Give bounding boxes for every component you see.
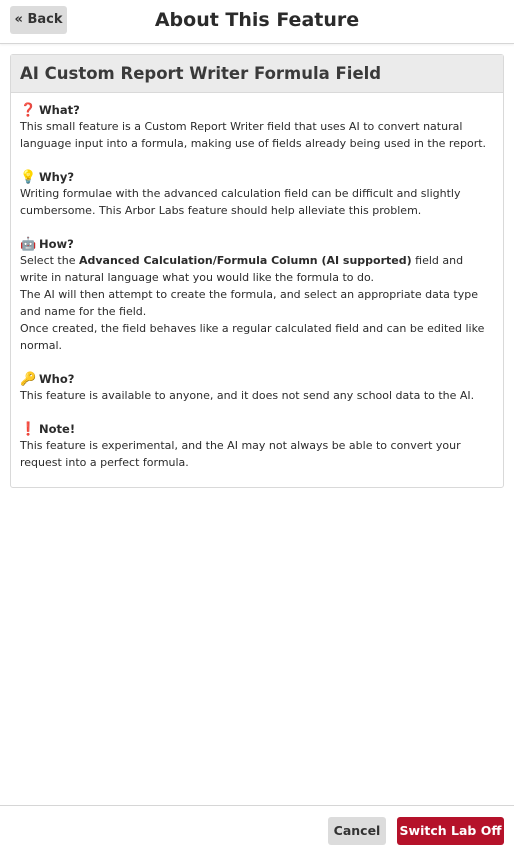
section-how <box>20 237 494 354</box>
back-button[interactable]: « Back <box>10 6 67 34</box>
exclamation-icon: ❗ <box>20 422 37 437</box>
question-icon: ❓ <box>20 103 37 118</box>
section-why <box>20 170 494 219</box>
how-prefix: Select the <box>20 254 79 267</box>
panel-body <box>11 93 503 471</box>
panel-heading: AI Custom Report Writer Formula Field <box>11 55 503 93</box>
section-text-how-ai: The AI will then attempt to create the formula, and select an appropriate data type and name for the field. <box>20 288 478 318</box>
section-text-why: Writing formulae with the advanced calculation field can be difficult and slightly cumbersome. This Arbor Labs feature should help alleviate this problem. <box>20 187 461 217</box>
footer-bar <box>0 805 514 849</box>
section-text-how-once: Once created, the field behaves like a regular calculated field and can be edited like normal. <box>20 322 485 352</box>
section-text-who: This feature is available to anyone, and it does not send any school data to the AI. <box>20 389 475 402</box>
feature-info-panel <box>10 54 504 488</box>
section-title-why: Why? <box>39 170 75 184</box>
section-what <box>20 103 494 152</box>
cancel-button[interactable]: Cancel <box>328 817 386 845</box>
section-note <box>20 422 494 471</box>
page-title: About This Feature <box>154 9 360 31</box>
lightbulb-icon: 💡 <box>20 170 37 185</box>
section-who <box>20 372 494 404</box>
advanced-calculation-field-name: Advanced Calculation/Formula Column (AI supported) <box>78 254 412 267</box>
section-title-how: How? <box>39 237 74 251</box>
section-title-note: Note! <box>39 422 76 436</box>
header-bar <box>0 0 514 44</box>
switch-lab-off-button[interactable]: Switch Lab Off <box>397 817 504 845</box>
key-icon: 🔑 <box>20 372 37 387</box>
section-text-note: This feature is experimental, and the AI may not always be able to convert your request into a perfect formula. <box>20 439 461 469</box>
section-text-how-intro <box>20 252 494 286</box>
robot-icon: 🤖 <box>20 237 37 252</box>
section-title-who: Who? <box>39 372 75 386</box>
section-title-what: What? <box>39 103 80 117</box>
how-suffix: field and write in natural language what you would like the formula to do. <box>20 254 464 284</box>
section-text-what: This small feature is a Custom Report Writer field that uses AI to convert natural language input into a formula, making use of fields already being used in the report. <box>20 120 487 150</box>
